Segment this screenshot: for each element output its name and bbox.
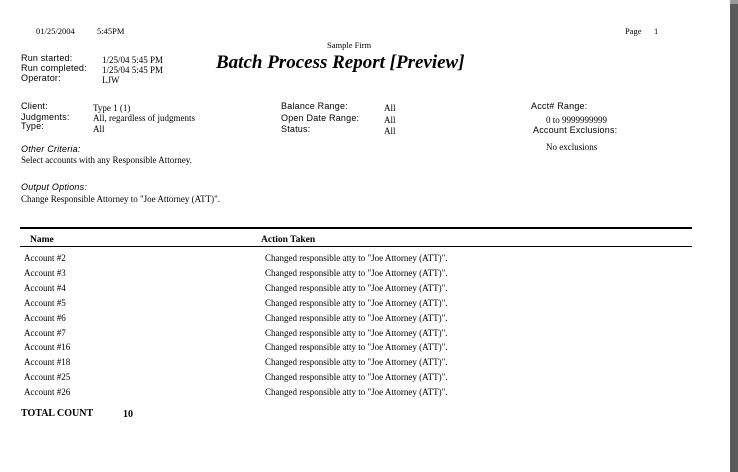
output-options-label: Output Options: bbox=[21, 182, 88, 192]
report-date: 01/25/2004 bbox=[36, 26, 75, 36]
account-name: Account #16 bbox=[24, 342, 71, 352]
account-name: Account #3 bbox=[24, 268, 66, 278]
operator-label: Operator: bbox=[21, 73, 61, 83]
acct-range-value: 0 to 9999999999 bbox=[546, 115, 608, 125]
type-label: Type: bbox=[21, 121, 45, 131]
header-rule-top bbox=[20, 227, 692, 229]
account-name: Account #25 bbox=[24, 372, 71, 382]
page-number: 1 bbox=[654, 26, 659, 36]
action-taken: Changed responsible atty to "Joe Attorney (ATT)". bbox=[265, 328, 448, 338]
action-taken: Changed responsible atty to "Joe Attorney (ATT)". bbox=[265, 372, 448, 382]
run-started-value: 1/25/04 5:45 PM bbox=[102, 55, 164, 65]
page-shadow bbox=[730, 4, 738, 472]
open-date-range-value: All bbox=[384, 115, 396, 125]
run-started-label: Run started: bbox=[21, 53, 73, 63]
output-options-value: Change Responsible Attorney to "Joe Attorney (ATT)". bbox=[21, 194, 221, 204]
col-header-action: Action Taken bbox=[261, 235, 316, 245]
status-label: Status: bbox=[281, 124, 311, 134]
client-label: Client: bbox=[21, 101, 48, 111]
action-taken: Changed responsible atty to "Joe Attorney (ATT)". bbox=[265, 313, 448, 323]
account-name: Account #2 bbox=[24, 253, 66, 263]
account-name: Account #7 bbox=[24, 328, 66, 338]
action-taken: Changed responsible atty to "Joe Attorney (ATT)". bbox=[265, 268, 448, 278]
open-date-range-label: Open Date Range: bbox=[281, 113, 360, 123]
judgments-value: All, regardless of judgments bbox=[93, 113, 195, 123]
account-name: Account #18 bbox=[24, 357, 71, 367]
account-name: Account #4 bbox=[24, 283, 66, 293]
account-name: Account #5 bbox=[24, 298, 66, 308]
run-completed-value: 1/25/04 5:45 PM bbox=[102, 65, 164, 75]
header-rule-bottom bbox=[20, 246, 692, 247]
acct-range-label: Acct# Range: bbox=[531, 101, 588, 111]
col-header-name: Name bbox=[30, 235, 54, 245]
type-value: All bbox=[93, 124, 105, 134]
judgments-label: Judgments: bbox=[21, 112, 70, 122]
total-count-value: 10 bbox=[123, 409, 133, 420]
action-taken: Changed responsible atty to "Joe Attorney (ATT)". bbox=[265, 298, 448, 308]
action-taken: Changed responsible atty to "Joe Attorney (ATT)". bbox=[265, 387, 448, 397]
balance-range-label: Balance Range: bbox=[281, 101, 348, 111]
account-exclusions-value: No exclusions bbox=[546, 142, 598, 152]
action-taken: Changed responsible atty to "Joe Attorney (ATT)". bbox=[265, 342, 448, 352]
account-name: Account #6 bbox=[24, 313, 66, 323]
balance-range-value: All bbox=[384, 103, 396, 113]
account-name: Account #26 bbox=[24, 387, 71, 397]
run-completed-label: Run completed: bbox=[21, 63, 87, 73]
action-taken: Changed responsible atty to "Joe Attorney (ATT)". bbox=[265, 357, 448, 367]
total-count-label: TOTAL COUNT bbox=[21, 408, 94, 419]
status-value: All bbox=[384, 126, 396, 136]
report-time: 5:45PM bbox=[97, 26, 125, 36]
action-taken: Changed responsible atty to "Joe Attorney (ATT)". bbox=[265, 283, 448, 293]
action-taken: Changed responsible atty to "Joe Attorney (ATT)". bbox=[265, 253, 448, 263]
client-value: Type 1 (1) bbox=[93, 103, 131, 113]
account-exclusions-label: Account Exclusions: bbox=[533, 125, 618, 135]
other-criteria-value: Select accounts with any Responsible Attorney. bbox=[21, 155, 192, 165]
firm-name: Sample Firm bbox=[327, 40, 372, 50]
report-title: Batch Process Report [Preview] bbox=[216, 52, 465, 73]
operator-value: LJW bbox=[102, 75, 120, 85]
other-criteria-label: Other Criteria: bbox=[21, 144, 81, 154]
page-label: Page bbox=[625, 26, 642, 36]
